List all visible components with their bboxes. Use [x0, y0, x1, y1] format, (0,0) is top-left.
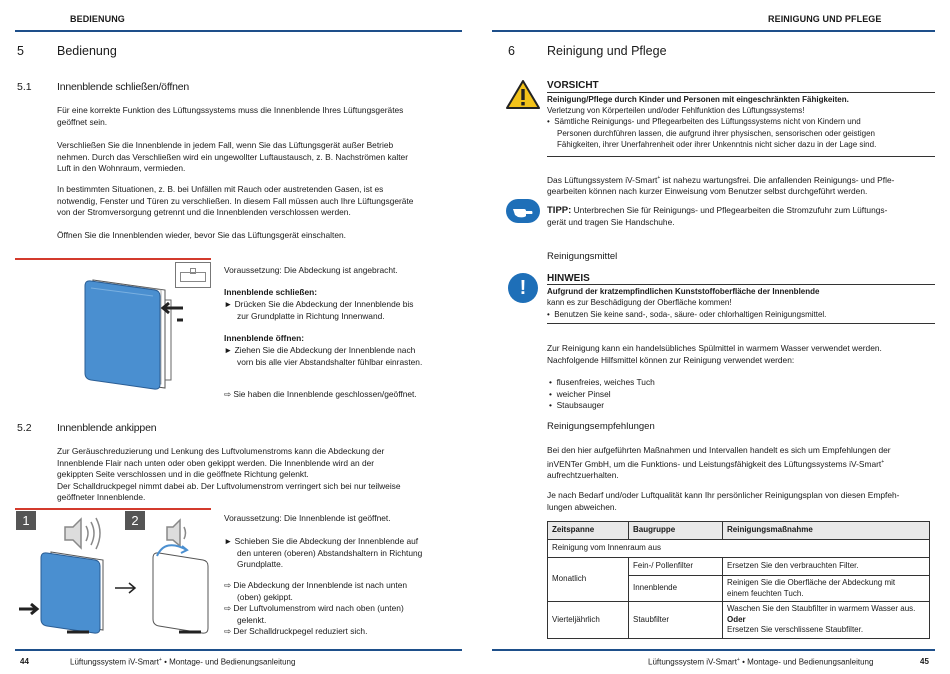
- section-number: 5: [17, 44, 24, 58]
- tilt-results: ⇨ Die Abdeckung der Innenblende ist nach unten (oben) gekippt. ⇨ Der Luftvolumenstrom wird nach oben (unten) gelenkt. ⇨ Der Schalldruckpegel reduziert sich.: [224, 580, 408, 637]
- speaker-loud-icon: [65, 518, 100, 549]
- open-step: ► Ziehen Sie die Abdeckung der Innenblende nach vorn bis alle vier Abstandshalter fühlbar einrasten.: [224, 345, 423, 367]
- page-number: 44: [20, 657, 29, 666]
- tools-list: [549, 377, 749, 412]
- note-bottom-rule: [547, 323, 935, 324]
- note-text: kann es zur Beschädigung der Oberfläche kommen!: [547, 298, 732, 307]
- right-header-rule: [492, 30, 935, 32]
- speaker-quiet-icon: [167, 520, 186, 546]
- note-rule: [547, 284, 935, 285]
- left-footer-rule: [15, 649, 462, 651]
- step-label-2: 2: [125, 511, 145, 530]
- step-label-1: 1: [16, 511, 36, 530]
- table-row: Innenblende Reinigen Sie die Oberfläche der Abdeckung mit einem feuchten Tuch.: [548, 576, 930, 602]
- precondition: Voraussetzung: Die Innenblende ist geöffnet.: [224, 513, 391, 523]
- warning-bottom-rule: [547, 156, 935, 157]
- result: ⇨ Sie haben die Innenblende geschlossen/geöffnet.: [224, 389, 417, 399]
- table-row: Vierteljährlich Staubfilter Waschen Sie den Staubfilter in warmem Wasser aus. Oder Ersetzen Sie verschlissene Staubfilter.: [548, 602, 930, 639]
- note-title: HINWEIS: [547, 273, 590, 284]
- note-bullet: • Benutzen Sie keine sand-, soda-, säure- oder chlorhaltigen Reinigungsmittel.: [547, 310, 827, 319]
- paragraph: Für eine korrekte Funktion des Lüftungssystems muss die Innenblende Ihres Lüftungsgerätes geöffnet sein.: [57, 105, 404, 127]
- list-item: • weicher Pinsel: [549, 388, 611, 399]
- cover-tilt-illustration: [15, 510, 215, 645]
- table-row: Monatlich Fein-/ Pollenfilter Ersetzen Sie den verbrauchten Filter.: [548, 558, 930, 576]
- subsection-number: 5.1: [17, 81, 32, 93]
- warning-subtitle: Reinigung/Pflege durch Kinder und Personen mit eingeschränkten Fähigkeiten.: [547, 95, 849, 104]
- heading-cleaning-agents: Reinigungsmittel: [547, 251, 618, 262]
- warning-icon: [506, 79, 540, 109]
- footer-text: Lüftungssystem iV-Smart+ • Montage- und Bedienungsanleitung: [70, 657, 296, 667]
- precondition: Voraussetzung: Die Abdeckung ist angebracht.: [224, 265, 398, 275]
- paragraph: In bestimmten Situationen, z. B. bei Unfällen mit Rauch oder austretenden Gasen, ist es notwendig, Fenster und Türen zu verschließen. In diesem Fall müssen auch Ihre Lüftungsgeräte von der Stromversorgung getrennt und die Innenblenden verschlossen werden.: [57, 184, 414, 218]
- cleaning-table: [547, 521, 930, 639]
- paragraph: Zur Geräuschreduzierung und Lenkung des Luftvolumenstroms kann die Abdeckung der Innenblende Flair nach unten oder oben gekippt werden. Die Innenblende wird an der gekippten Seite verschlossen und in die geöffnete Richtung gelenkt. Der Schalldruckpegel nimmt dabei ab. Der Luftvolumenstrom verringert sich bei nur teilweise geöffneter Innenblende.: [57, 446, 401, 503]
- footer-text: Lüftungssystem iV-Smart+ • Montage- und Bedienungsanleitung: [648, 657, 874, 667]
- warning-text: Verletzung von Körperteilen und/oder Fehlfunktion des Lüftungssystems!: [547, 106, 805, 115]
- close-step: ► Drücken Sie die Abdeckung der Innenblende bis zur Grundplatte in Richtung Innenwand.: [224, 299, 414, 321]
- paragraph: Zur Reinigung kann ein handelsübliches Spülmittel in warmem Wasser verwendet werden. Nachfolgende Hilfsmittel können zur Reinigung verwendet werden:: [547, 343, 882, 365]
- table-row: Reinigung vom Innenraum aus: [548, 540, 930, 558]
- hand-pointer-icon: [506, 199, 540, 223]
- note-subtitle: Aufgrund der kratzempfindlichen Kunststoffoberfläche der Innenblende: [547, 287, 820, 296]
- table-header-row: Zeitspanne Baugruppe Reinigungsmaßnahme: [548, 522, 930, 540]
- warning-bullet: • Sämtliche Reinigungs- und Pflegearbeiten des Lüftungssystems nicht von Kindern und Personen durchführen lassen, die aufgrund ihrer physischen, sensorischen oder geistigen Fähigkeiten, ihrer Unerfahrenheit oder ihrer Unkenntnis nicht sicher dazu in der Lage sind.: [547, 117, 877, 150]
- paragraph: Bei den hier aufgeführten Maßnahmen und Intervallen handelt es sich um Empfehlungen der inVENTer GmbH, um die Funktions- und Leistungsfähigkeit des Lüftungssystems iV-Smart+ aufrechtzuerhalten.: [547, 445, 891, 480]
- right-header: [475, 0, 950, 31]
- tip-text: TIPP: Unterbrechen Sie für Reinigungs- und Pflegearbeiten die Stromzufuhr zum Lüftungs- gerät und tragen Sie Handschuhe.: [547, 205, 888, 227]
- paragraph: Öffnen Sie die Innenblenden wieder, bevor Sie das Lüftungsgerät einschalten.: [57, 230, 346, 240]
- list-item: • flusenfreies, weiches Tuch: [549, 377, 655, 387]
- page-number: 45: [920, 657, 929, 666]
- right-header-title: REINIGUNG UND PFLEGE: [768, 14, 882, 24]
- section-title: Reinigung und Pflege: [547, 44, 667, 58]
- paragraph: Je nach Bedarf und/oder Luftqualität kann Ihr persönlicher Reinigungsplan von diesen Empfeh- lungen abweichen.: [547, 490, 900, 512]
- left-header-rule: [15, 30, 462, 32]
- subsection-title: Innenblende schließen/öffnen: [57, 81, 189, 93]
- left-header: [0, 0, 475, 31]
- right-footer-rule: [492, 649, 935, 651]
- tilt-step: ► Schieben Sie die Abdeckung der Innenblende auf den unteren (oberen) Abstandshaltern in Richtung Grundplatte.: [224, 536, 423, 570]
- paragraph: Das Lüftungssystem iV-Smart+ ist nahezu wartungsfrei. Die anfallenden Reinigungs- und Pfle- gearbeiten können nach kurzer Einweisung vom Benutzer selbst durchgeführt werden.: [547, 174, 895, 197]
- close-heading: Innenblende schließen:: [224, 287, 318, 297]
- list-item: • Staubsauger: [549, 400, 605, 411]
- paragraph: Verschließen Sie die Innenblende in jedem Fall, wenn Sie das Lüftungsgerät außer Betrieb nehmen. Durch das Verschließen wird ein ungewollter Luftaustausch, z. B. Nachströmen kalter Luft in den Wohnraum, vermieden.: [57, 140, 408, 174]
- subsection-number: 5.2: [17, 422, 32, 434]
- section-title: Bedienung: [57, 44, 117, 58]
- section-number: 6: [508, 44, 515, 58]
- wall-detail-icon: [175, 262, 211, 288]
- info-icon: !: [508, 273, 538, 303]
- left-header-title: BEDIENUNG: [70, 14, 125, 24]
- warning-title: VORSICHT: [547, 80, 599, 91]
- heading-recommendations: Reinigungsempfehlungen: [547, 421, 655, 432]
- open-heading: Innenblende öffnen:: [224, 333, 305, 343]
- warning-rule: [547, 92, 935, 93]
- subsection-title: Innenblende ankippen: [57, 422, 157, 434]
